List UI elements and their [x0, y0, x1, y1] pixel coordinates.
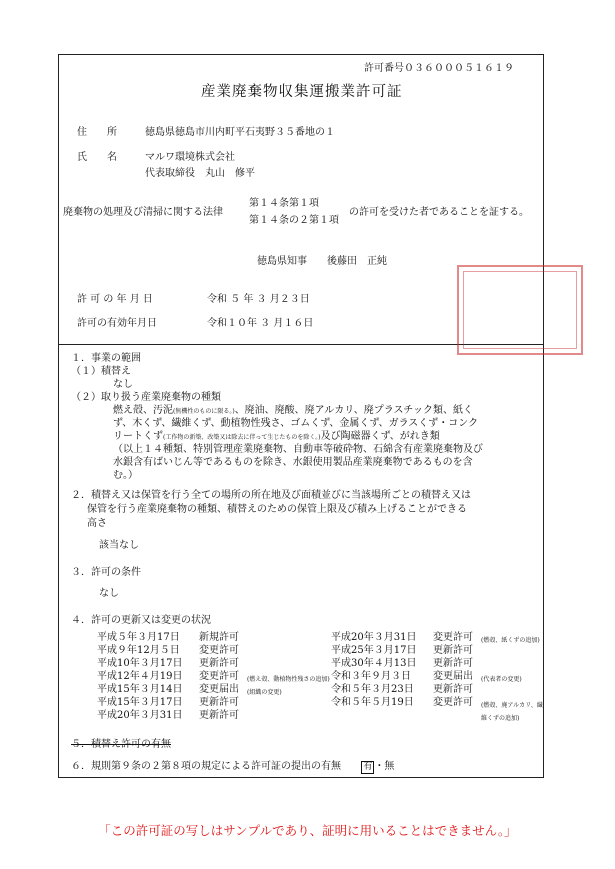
sample-notice: 「この許可証の写しはサンプルであり、証明に用いることはできません。」 [98, 823, 517, 838]
section6-no: 無 [384, 761, 395, 772]
law-article-1: 第１４条第１項 [249, 198, 319, 209]
history-date: 平成25年３月17日 [331, 645, 417, 656]
issue-date-label: 許 可 の 年 月 日 [77, 294, 153, 305]
history-date: 平成30年４月13日 [331, 658, 417, 669]
history-action: 変更許可 [199, 645, 239, 656]
history-action: 更新許可 [433, 645, 473, 656]
history-action: 変更許可 [199, 671, 239, 682]
history-action: 更新許可 [199, 697, 239, 708]
waste-3c: 及び陶磁器くず、がれき類 [320, 431, 440, 442]
history-date: 平成９年12月５日 [97, 645, 180, 656]
waste-line-5: 水銀含有ばいじん等であるものを除き、水銀使用製品産業廃棄物であるものを含 [113, 457, 473, 468]
section6-line [71, 761, 394, 774]
certification-suffix: の許可を受けた者であることを証する。 [349, 207, 529, 218]
history-date: 平成20年３月31日 [331, 632, 417, 643]
history-action: 更新許可 [199, 658, 239, 669]
seal-inner-border [463, 271, 577, 349]
history-note: (組織の変更) [247, 689, 282, 696]
history-date: 令和３年９月３日 [331, 671, 411, 682]
history-date: 平成12年４月19日 [97, 671, 183, 682]
waste-1a: 燃え殻、汚泥 [113, 405, 173, 416]
section2-line-3: 高さ [87, 518, 107, 529]
law-prefix: 廃棄物の処理及び清掃に関する法律 [63, 207, 223, 218]
history-date: 平成20年３月31日 [97, 710, 183, 721]
permit-document [58, 54, 544, 778]
section3-heading: ３．許可の条件 [71, 567, 141, 578]
waste-3b: (工作物の新築、改築又は除去に伴って生じたものを除く。) [163, 434, 321, 441]
history-action: 新規許可 [199, 632, 239, 643]
history-action: 更新許可 [433, 658, 473, 669]
section2-line-2: 保管を行う産業廃棄物の種類、積替えのための保管上限及び積み上げることができる [87, 504, 467, 515]
history-date: 令和５年５月19日 [331, 697, 414, 708]
section4-heading: ４．許可の更新又は変更の状況 [71, 615, 211, 626]
history-date: 令和５年３月23日 [331, 684, 414, 695]
waste-3a: リートくず [113, 431, 163, 442]
name-label: 氏 名 [77, 152, 117, 163]
waste-line-1 [113, 405, 473, 418]
issuer-governor: 徳島県知事 後藤田 正純 [257, 256, 387, 267]
section6-separator: ・ [374, 761, 385, 772]
history-note: (代表者の変更) [481, 676, 522, 683]
waste-line-4: （以上１４種類、特別管理産業廃棄物、自動車等破砕物、石綿含有産業廃棄物及び [113, 444, 483, 455]
history-note: (燃殻、廃アルカリ、繊 [481, 702, 543, 709]
history-action: 更新許可 [199, 710, 239, 721]
address-value: 徳島県徳島市川内町平石夷野３５番地の１ [145, 127, 335, 138]
section1-sub2: （２）取り扱う産業廃棄物の種類 [71, 392, 221, 403]
expiry-date-label: 許可の有効年月日 [77, 318, 157, 329]
address-label: 住 所 [77, 127, 117, 138]
waste-line-3 [113, 431, 440, 444]
history-date: 平成10年３月17日 [97, 658, 183, 669]
history-date: 平成５年３月17日 [97, 632, 180, 643]
section3-value: なし [99, 588, 119, 599]
history-note: (燃殻、紙くずの追加) [481, 637, 540, 644]
waste-line-6: む。） [113, 470, 138, 481]
section2-line-1: ２．積替え又は保管を行う全ての場所の所在地及び面積並びに当該場所ごとの積替え又は [71, 490, 471, 501]
section6-yes: 有 [363, 762, 373, 772]
history-action: 変更届出 [433, 671, 473, 682]
history-action: 変更届出 [199, 684, 239, 695]
official-seal-stamp [457, 265, 583, 355]
history-action: 変更許可 [433, 632, 473, 643]
issue-date: 令和 ５ 年 ３ 月２３日 [207, 294, 310, 305]
document-title: 産業廃棄物収集運搬業許可証 [201, 84, 403, 100]
company-name: マルワ環境株式会社 [145, 152, 235, 163]
permit-number: 許可番号０３６０００５１６１９ [364, 63, 514, 74]
waste-1b: (無機性のものに限る。) [173, 408, 235, 415]
waste-line-2: ず、木くず、繊維くず、動植物性残さ、ゴムくず、金属くず、ガラスくず・コンク [113, 418, 479, 429]
history-note: 維くずの追加) [481, 715, 520, 722]
waste-1c: 、廃油、廃酸、廃アルカリ、廃プラスチック類、紙く [234, 405, 473, 416]
section2-value: 該当なし [99, 540, 139, 551]
law-article-2: 第１４条の２第１項 [249, 215, 339, 226]
history-action: 更新許可 [433, 684, 473, 695]
section5-heading: ５．積替え許可の有無 [71, 739, 171, 750]
history-date: 平成15年３月17日 [97, 697, 183, 708]
section1-sub1: （１）積替え [71, 366, 131, 377]
history-note: (燃え殻、動植物性残さの追加) [247, 676, 330, 683]
expiry-date: 令和１０年 ３ 月１６日 [207, 318, 314, 329]
section1-heading: １．事業の範囲 [71, 353, 141, 364]
representative: 代表取締役 丸山 修平 [145, 168, 255, 179]
section1-sub1-value: なし [113, 379, 133, 390]
history-action: 変更許可 [433, 697, 473, 708]
history-date: 平成15年３月14日 [97, 684, 183, 695]
section6-text: ６．規則第９条の２第８項の規定による許可証の提出の有無 [71, 761, 341, 772]
